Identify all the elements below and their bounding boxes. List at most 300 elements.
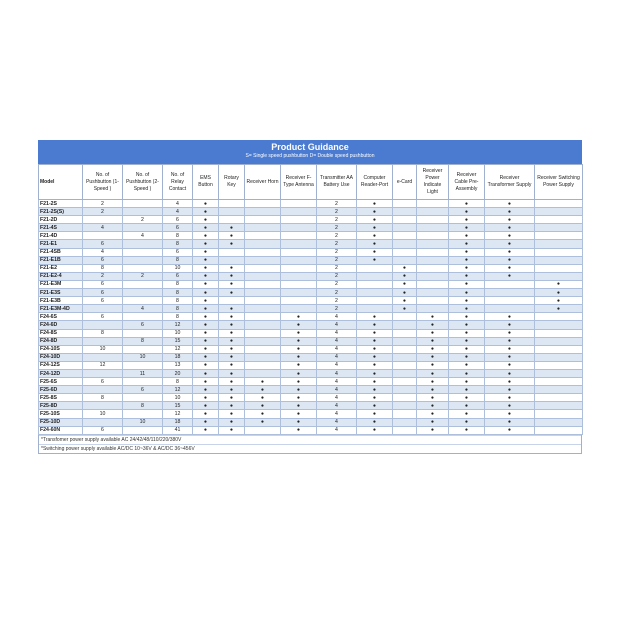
table-row (39, 337, 583, 345)
table-cell: ● (417, 402, 449, 410)
table-cell: ● (449, 394, 485, 402)
model-cell: F25-8S (39, 394, 83, 402)
table-cell (219, 256, 245, 264)
table-cell (535, 418, 583, 426)
table-cell: 18 (163, 418, 193, 426)
column-header: Transmitter AA Battery Use (317, 165, 357, 200)
table-cell: ● (417, 378, 449, 386)
table-cell: ● (485, 216, 535, 224)
table-cell: ● (485, 418, 535, 426)
table-cell: 8 (163, 289, 193, 297)
page-title: Product Guidance (271, 142, 349, 152)
table-cell: 8 (163, 378, 193, 386)
table-cell: ● (245, 394, 281, 402)
table-cell (245, 353, 281, 361)
table-cell: ● (193, 297, 219, 305)
table-row (39, 386, 583, 394)
table-cell: ● (449, 369, 485, 377)
table-cell (245, 264, 281, 272)
table-cell: 2 (317, 289, 357, 297)
table-cell (535, 402, 583, 410)
table-cell: ● (219, 313, 245, 321)
table-cell (281, 272, 317, 280)
table-cell: ● (193, 378, 219, 386)
column-header: EMS Button (193, 165, 219, 200)
table-cell: ● (485, 426, 535, 434)
table-cell (123, 410, 163, 418)
table-cell: ● (485, 313, 535, 321)
table-cell (83, 402, 123, 410)
table-cell (535, 386, 583, 394)
table-cell (393, 361, 417, 369)
table-cell: ● (193, 418, 219, 426)
table-cell: ● (485, 386, 535, 394)
table-row (39, 200, 583, 208)
table-cell: 4 (317, 369, 357, 377)
table-cell (123, 378, 163, 386)
table-cell: ● (417, 426, 449, 434)
table-cell: ● (193, 264, 219, 272)
table-cell (535, 353, 583, 361)
table-cell: ● (357, 394, 393, 402)
table-cell: ● (449, 200, 485, 208)
table-cell: 13 (163, 361, 193, 369)
table-cell: ● (193, 289, 219, 297)
model-cell: F24-8D (39, 337, 83, 345)
table-cell (535, 426, 583, 434)
table-cell: ● (193, 256, 219, 264)
table-cell: ● (485, 248, 535, 256)
table-cell (535, 345, 583, 353)
model-cell: F24-12D (39, 369, 83, 377)
table-cell (123, 426, 163, 434)
table-row (39, 289, 583, 297)
table-cell: 8 (163, 240, 193, 248)
product-guidance-sheet (38, 140, 582, 454)
table-cell: 4 (163, 208, 193, 216)
table-cell: ● (357, 418, 393, 426)
table-cell: 2 (317, 297, 357, 305)
table-cell (83, 353, 123, 361)
table-cell: ● (357, 208, 393, 216)
table-cell: ● (485, 410, 535, 418)
table-cell: 15 (163, 402, 193, 410)
table-cell: ● (449, 297, 485, 305)
table-cell (393, 418, 417, 426)
table-cell: 18 (163, 353, 193, 361)
table-cell: ● (449, 224, 485, 232)
table-cell: ● (485, 369, 535, 377)
table-cell: 6 (163, 272, 193, 280)
table-cell: ● (449, 216, 485, 224)
table-cell (393, 402, 417, 410)
table-cell (245, 248, 281, 256)
table-cell (417, 200, 449, 208)
table-cell: ● (485, 394, 535, 402)
table-cell: ● (357, 224, 393, 232)
table-cell: 2 (317, 224, 357, 232)
table-cell: ● (449, 305, 485, 313)
table-cell: ● (417, 369, 449, 377)
table-cell: 2 (317, 305, 357, 313)
table-cell: ● (219, 232, 245, 240)
table-cell (83, 216, 123, 224)
table-cell: ● (417, 353, 449, 361)
table-cell (417, 216, 449, 224)
table-cell: 6 (163, 224, 193, 232)
table-cell: 2 (317, 216, 357, 224)
table-row (39, 321, 583, 329)
table-cell (393, 256, 417, 264)
table-cell: ● (193, 329, 219, 337)
table-cell: ● (449, 256, 485, 264)
table-cell (417, 224, 449, 232)
table-cell: ● (417, 361, 449, 369)
table-cell: ● (449, 418, 485, 426)
table-cell (123, 280, 163, 288)
table-cell (393, 369, 417, 377)
table-cell: ● (393, 264, 417, 272)
table-cell (535, 313, 583, 321)
table-cell: 4 (317, 321, 357, 329)
table-cell: 4 (317, 345, 357, 353)
table-row (39, 345, 583, 353)
table-cell: 6 (83, 297, 123, 305)
table-header-row (39, 165, 583, 200)
table-cell: 20 (163, 369, 193, 377)
table-cell: 8 (163, 232, 193, 240)
table-cell (393, 386, 417, 394)
table-cell (393, 321, 417, 329)
table-cell (245, 369, 281, 377)
table-row (39, 280, 583, 288)
table-cell: 2 (83, 272, 123, 280)
table-cell: 4 (317, 337, 357, 345)
table-cell: ● (193, 305, 219, 313)
table-cell: 4 (163, 200, 193, 208)
table-cell: ● (281, 426, 317, 434)
table-cell (123, 345, 163, 353)
table-cell: 4 (317, 313, 357, 321)
table-cell: ● (219, 402, 245, 410)
model-cell: F21-E3S (39, 289, 83, 297)
table-cell: ● (193, 272, 219, 280)
table-cell: ● (357, 353, 393, 361)
table-cell: 12 (163, 345, 193, 353)
table-cell: ● (281, 410, 317, 418)
table-cell (219, 216, 245, 224)
table-cell (417, 232, 449, 240)
model-cell: F25-8D (39, 402, 83, 410)
table-cell: ● (193, 337, 219, 345)
table-cell: ● (193, 345, 219, 353)
table-cell (417, 248, 449, 256)
table-cell (393, 394, 417, 402)
table-cell (535, 224, 583, 232)
column-header: Model (39, 165, 83, 200)
table-cell: ● (193, 386, 219, 394)
table-cell: ● (193, 361, 219, 369)
table-cell (245, 272, 281, 280)
table-cell (281, 248, 317, 256)
table-cell (393, 200, 417, 208)
table-cell (83, 321, 123, 329)
table-cell: ● (417, 345, 449, 353)
model-cell: F25-10D (39, 418, 83, 426)
table-cell: ● (449, 329, 485, 337)
column-header: Receiver Horn (245, 165, 281, 200)
table-cell: ● (357, 410, 393, 418)
table-cell (83, 232, 123, 240)
table-cell: ● (219, 264, 245, 272)
table-cell (83, 337, 123, 345)
table-cell: ● (485, 264, 535, 272)
table-row (39, 264, 583, 272)
table-cell (417, 289, 449, 297)
table-cell: ● (193, 280, 219, 288)
table-cell: ● (357, 321, 393, 329)
table-cell (281, 256, 317, 264)
table-cell: 4 (317, 426, 357, 434)
model-cell: F25-6S (39, 378, 83, 386)
table-cell: ● (219, 369, 245, 377)
table-cell: 2 (317, 272, 357, 280)
table-cell: 2 (123, 272, 163, 280)
table-cell: 6 (83, 378, 123, 386)
model-cell: F24-8S (39, 329, 83, 337)
table-cell (123, 264, 163, 272)
model-cell: F21-4S (39, 224, 83, 232)
table-cell: ● (219, 305, 245, 313)
table-row (39, 402, 583, 410)
table-cell (535, 337, 583, 345)
table-cell: 12 (163, 410, 193, 418)
model-cell: F24-60N (39, 426, 83, 434)
table-cell (245, 337, 281, 345)
table-cell (417, 280, 449, 288)
column-header: e-Card (393, 165, 417, 200)
table-cell: ● (281, 345, 317, 353)
table-cell (281, 280, 317, 288)
table-cell: ● (281, 378, 317, 386)
table-cell: ● (535, 305, 583, 313)
table-row (39, 224, 583, 232)
table-cell: ● (357, 386, 393, 394)
table-cell (245, 289, 281, 297)
table-cell: ● (219, 378, 245, 386)
table-cell: 12 (83, 361, 123, 369)
notes-section (38, 435, 582, 454)
table-cell: ● (417, 313, 449, 321)
model-cell: F24-12S (39, 361, 83, 369)
table-cell: ● (417, 321, 449, 329)
table-cell: ● (357, 378, 393, 386)
table-cell: ● (281, 353, 317, 361)
table-cell (245, 208, 281, 216)
table-cell: ● (449, 272, 485, 280)
table-cell: ● (193, 313, 219, 321)
model-cell: F21-2S (39, 200, 83, 208)
table-cell: ● (219, 386, 245, 394)
table-cell (393, 329, 417, 337)
table-cell: ● (245, 410, 281, 418)
table-cell: 2 (317, 256, 357, 264)
table-cell: 4 (317, 386, 357, 394)
table-cell: ● (485, 378, 535, 386)
table-cell: 4 (83, 248, 123, 256)
table-cell: ● (449, 248, 485, 256)
table-cell: ● (357, 256, 393, 264)
table-cell (535, 200, 583, 208)
table-cell (485, 280, 535, 288)
table-cell (535, 232, 583, 240)
table-cell: 6 (83, 313, 123, 321)
table-cell: ● (281, 386, 317, 394)
table-cell: ● (449, 378, 485, 386)
table-cell: ● (485, 272, 535, 280)
table-cell: 11 (123, 369, 163, 377)
table-cell: ● (219, 329, 245, 337)
table-cell (281, 232, 317, 240)
table-cell: ● (219, 345, 245, 353)
note-transformer: *Transfomer power supply available AC 24/42/48/110/220/380V (39, 435, 581, 444)
table-cell: ● (245, 418, 281, 426)
table-cell (417, 272, 449, 280)
table-cell: ● (193, 353, 219, 361)
table-cell: 2 (317, 280, 357, 288)
model-cell: F25-6D (39, 386, 83, 394)
table-cell: ● (357, 402, 393, 410)
table-cell: ● (485, 329, 535, 337)
table-cell: ● (417, 394, 449, 402)
table-cell: 2 (317, 240, 357, 248)
column-header: No. of Pushbutton (1-Speed ) (83, 165, 123, 200)
table-cell: 4 (317, 394, 357, 402)
table-cell (245, 216, 281, 224)
table-cell: 4 (317, 378, 357, 386)
table-cell: 2 (83, 208, 123, 216)
table-cell (393, 378, 417, 386)
table-cell: 10 (123, 418, 163, 426)
model-cell: F21-E3M (39, 280, 83, 288)
table-cell: ● (357, 200, 393, 208)
table-cell: 12 (163, 321, 193, 329)
page-subtitle: S= Single speed pushbutton D= Double speed pushbutton (245, 153, 375, 159)
table-cell: ● (281, 313, 317, 321)
table-cell (357, 272, 393, 280)
table-cell: ● (281, 361, 317, 369)
table-cell (245, 224, 281, 232)
table-cell (245, 200, 281, 208)
table-cell (357, 264, 393, 272)
table-cell: 8 (123, 402, 163, 410)
table-cell: ● (417, 337, 449, 345)
table-cell: ● (219, 321, 245, 329)
table-cell: 6 (163, 248, 193, 256)
table-cell (245, 329, 281, 337)
table-cell: ● (393, 305, 417, 313)
column-header: Receiver F-Type Antenna (281, 165, 317, 200)
table-cell: ● (417, 329, 449, 337)
table-cell (281, 264, 317, 272)
table-cell: ● (219, 280, 245, 288)
title-banner (38, 140, 582, 164)
table-cell: ● (193, 369, 219, 377)
table-cell (219, 208, 245, 216)
table-cell: ● (281, 394, 317, 402)
table-cell (417, 264, 449, 272)
table-cell (123, 248, 163, 256)
table-cell: ● (193, 232, 219, 240)
table-cell (485, 305, 535, 313)
table-cell: ● (449, 337, 485, 345)
table-cell (485, 289, 535, 297)
table-cell: 10 (163, 329, 193, 337)
table-cell: ● (219, 394, 245, 402)
table-cell (393, 208, 417, 216)
table-cell (535, 272, 583, 280)
table-cell (417, 256, 449, 264)
table-cell: 8 (163, 280, 193, 288)
table-cell: ● (219, 361, 245, 369)
table-cell: ● (449, 240, 485, 248)
table-cell: ● (193, 402, 219, 410)
table-cell (83, 418, 123, 426)
table-cell: ● (281, 369, 317, 377)
model-cell: F21-2S(S) (39, 208, 83, 216)
table-cell: ● (357, 361, 393, 369)
table-cell: ● (393, 297, 417, 305)
table-cell (219, 200, 245, 208)
table-cell: 2 (317, 208, 357, 216)
model-cell: F21-E3B (39, 297, 83, 305)
table-cell (535, 369, 583, 377)
table-row (39, 426, 583, 434)
table-cell: ● (393, 272, 417, 280)
table-cell (535, 321, 583, 329)
table-cell: 15 (163, 337, 193, 345)
table-cell: ● (449, 280, 485, 288)
table-row (39, 361, 583, 369)
table-cell (535, 216, 583, 224)
table-cell (417, 208, 449, 216)
table-cell: ● (219, 426, 245, 434)
table-cell (83, 305, 123, 313)
table-cell (281, 224, 317, 232)
table-cell: ● (485, 256, 535, 264)
table-cell (245, 232, 281, 240)
table-cell: ● (485, 208, 535, 216)
table-cell (535, 256, 583, 264)
table-cell: ● (485, 337, 535, 345)
table-row (39, 353, 583, 361)
model-cell: F21-E3M-4D (39, 305, 83, 313)
table-cell: 2 (317, 264, 357, 272)
table-cell: ● (449, 345, 485, 353)
table-cell: ● (219, 289, 245, 297)
table-cell: ● (193, 394, 219, 402)
table-row (39, 272, 583, 280)
table-cell: ● (281, 321, 317, 329)
table-cell: ● (193, 208, 219, 216)
table-cell (123, 361, 163, 369)
table-cell: 4 (83, 224, 123, 232)
table-row (39, 232, 583, 240)
table-cell: ● (193, 248, 219, 256)
table-cell: ● (485, 200, 535, 208)
model-cell: F24-6D (39, 321, 83, 329)
table-cell: ● (357, 313, 393, 321)
